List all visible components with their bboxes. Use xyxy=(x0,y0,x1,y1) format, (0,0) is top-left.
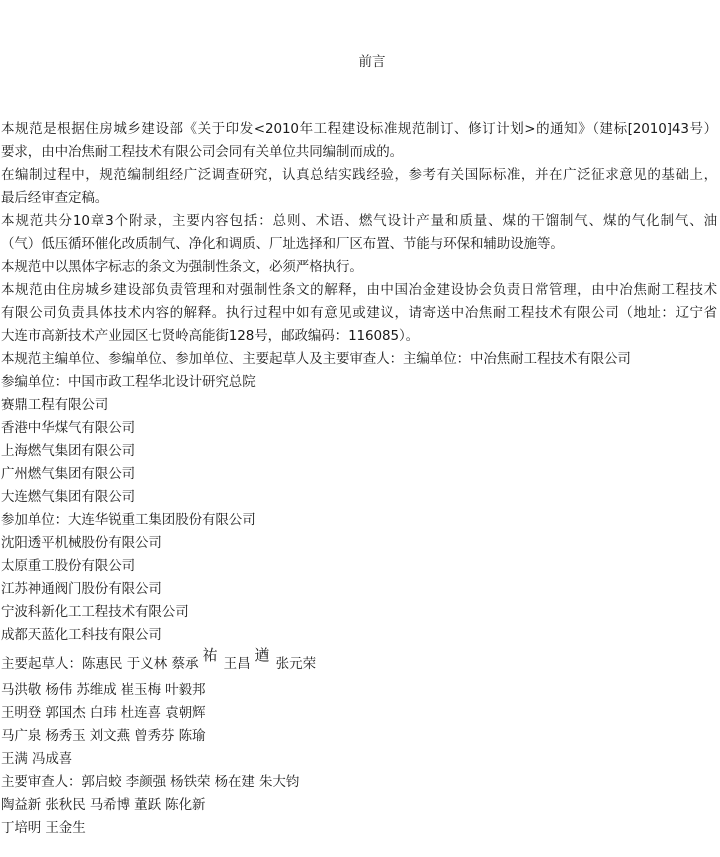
unit-item: 参编单位：中国市政工程华北设计研究总院 xyxy=(1,374,256,390)
unit-item: 宁波科新化工工程技术有限公司 xyxy=(1,604,189,620)
paragraph-contents xyxy=(1,210,717,256)
paragraph-line: 本规范由住房城乡建设部负责管理和对强制性条文的解释，由中国冶金建设协会负责日常管理，由中冶焦耐工程技术 xyxy=(1,282,717,298)
paragraph-line: （气）低压循环催化改质制气、净化和调质、厂址选择和厂区布置、节能与环保和辅助设施等。 xyxy=(1,236,564,252)
drafter-names: 张元荣 xyxy=(275,656,317,672)
reviewers-row: 陶益新 张秋民 马希博 董跃 陈化新 xyxy=(1,797,206,813)
paragraph-mandatory xyxy=(1,256,717,279)
drafter-names: 陈惠民 于义林 蔡承 xyxy=(82,656,199,672)
paragraph-line: 要求，由中冶焦耐工程技术有限公司会同有关单位共同编制而成的。 xyxy=(1,144,403,160)
unit-item: 香港中华煤气有限公司 xyxy=(1,420,135,436)
unit-item: 赛鼎工程有限公司 xyxy=(1,397,109,413)
drafters-row: 马广泉 杨秀玉 刘文燕 曾秀芬 陈瑜 xyxy=(1,728,206,744)
reviewers-row: 主要审查人：郭启蛟 李颜强 杨铁荣 杨在建 朱大钧 xyxy=(1,774,300,790)
unit-item: 太原重工股份有限公司 xyxy=(1,558,135,574)
unit-item: 江苏神通阀门股份有限公司 xyxy=(1,581,162,597)
unit-item: 广州燃气集团有限公司 xyxy=(1,466,135,482)
paragraph-line: 本规范共分10章3个附录，主要内容包括：总则、术语、燃气设计产量和质量、煤的干馏制气、煤的气化制气、油 xyxy=(1,213,717,229)
drafters-row: 王满 冯成喜 xyxy=(1,751,73,767)
drafters-label: 主要起草人： xyxy=(1,656,82,672)
drafter-names: 王昌 xyxy=(223,656,251,672)
paragraph-management xyxy=(1,279,717,348)
document-body xyxy=(1,118,717,840)
reviewers-row: 丁培明 王金生 xyxy=(1,820,86,836)
paragraph-editors xyxy=(1,348,717,371)
paragraph-line: 有限公司负责具体技术内容的解释。执行过程中如有意见或建议，请寄送中冶焦耐工程技术有限公司（地址：辽宁省 xyxy=(1,305,717,321)
document-title: 前言 xyxy=(358,54,386,70)
paragraph-line: 在编制过程中，规范编制组经广泛调查研究，认真总结实践经验，参考有关国际标准，并在广泛征求意见的基础上， xyxy=(1,167,717,183)
drafters-row: 王明登 郭国杰 白玮 杜连喜 袁朝辉 xyxy=(1,705,206,721)
unit-item: 参加单位：大连华锐重工集团股份有限公司 xyxy=(1,512,256,528)
paragraph-line: 最后经审查定稿。 xyxy=(1,190,109,206)
unit-item: 成都天蓝化工科技有限公司 xyxy=(1,627,162,643)
paragraph-line: 本规范中以黑体字标志的条文为强制性条文，必须严格执行。 xyxy=(1,259,363,275)
reviewers-list xyxy=(1,771,717,840)
drafters-row xyxy=(1,647,717,679)
extended-character: 遒 xyxy=(254,646,270,664)
unit-item: 沈阳透平机械股份有限公司 xyxy=(1,535,162,551)
paragraph-line: 本规范是根据住房城乡建设部《关于印发<2010年工程建设标准规范制订、修订计划>的通知》（建标[2010]43号） xyxy=(1,121,717,137)
extended-character: 祐 xyxy=(202,646,218,664)
unit-item: 大连燃气集团有限公司 xyxy=(1,489,135,505)
unit-item: 上海燃气集团有限公司 xyxy=(1,443,135,459)
paragraph-basis xyxy=(1,118,717,164)
participating-units-list xyxy=(1,371,717,647)
drafters-list xyxy=(1,679,717,771)
drafters-row: 马洪敬 杨伟 苏维成 崔玉梅 叶毅邦 xyxy=(1,682,206,698)
paragraph-process xyxy=(1,164,717,210)
paragraph-line: 大连市高新技术产业园区七贤岭高能街128号，邮政编码：116085）。 xyxy=(1,328,420,344)
paragraph-line: 本规范主编单位、参编单位、参加单位、主要起草人及主要审查人：主编单位：中冶焦耐工程技术有限公司 xyxy=(1,351,631,367)
